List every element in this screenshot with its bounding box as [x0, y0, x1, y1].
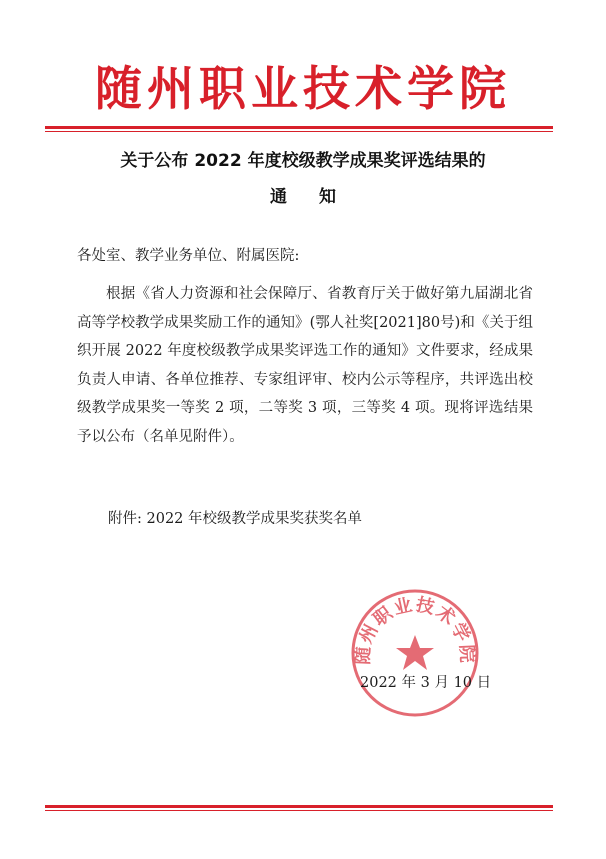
attachment-line: 附件: 2022 年校级教学成果奖获奖名单: [108, 511, 363, 527]
header-divider-thin: [45, 131, 553, 132]
seal-star-icon: [396, 635, 434, 670]
notice-title-line2: [0, 182, 606, 207]
seal-text: 随州职业技术学院: [352, 594, 478, 666]
body-paragraph-text: 根据《省人力资源和社会保障厅、省教育厅关于做好第九届湖北省高等学校教学成果奖励工作的通知》(鄂人社奖[2021]80号)和《关于组织开展 2022 年度校级教学成果奖评选工作的通知》文件要求，经成果负责人申请、各单位推荐、专家组评审、校内公示等程序，共评选出校级教学成果奖一等奖 2 项，二等奖 3 项，三等奖 4 项。现将评选结果予以公布（名单见附件）。: [77, 286, 533, 445]
institution-header: 随州职业技术学院: [95, 62, 511, 117]
salutation: 各处室、教学业务单位、附属医院:: [77, 248, 300, 264]
footer-divider-thin: [45, 810, 553, 811]
body-paragraph: [77, 280, 533, 451]
notice-title-line1: 关于公布 2022 年度校级教学成果奖评选结果的: [120, 151, 486, 171]
header-divider-thick: [45, 126, 553, 129]
notice-title-char1: 通: [270, 187, 287, 207]
notice-title-char2: 知: [319, 187, 336, 207]
issue-date: 2022 年 3 月 10 日: [360, 675, 492, 691]
footer-divider-thick: [45, 805, 553, 808]
official-seal: [349, 587, 481, 719]
